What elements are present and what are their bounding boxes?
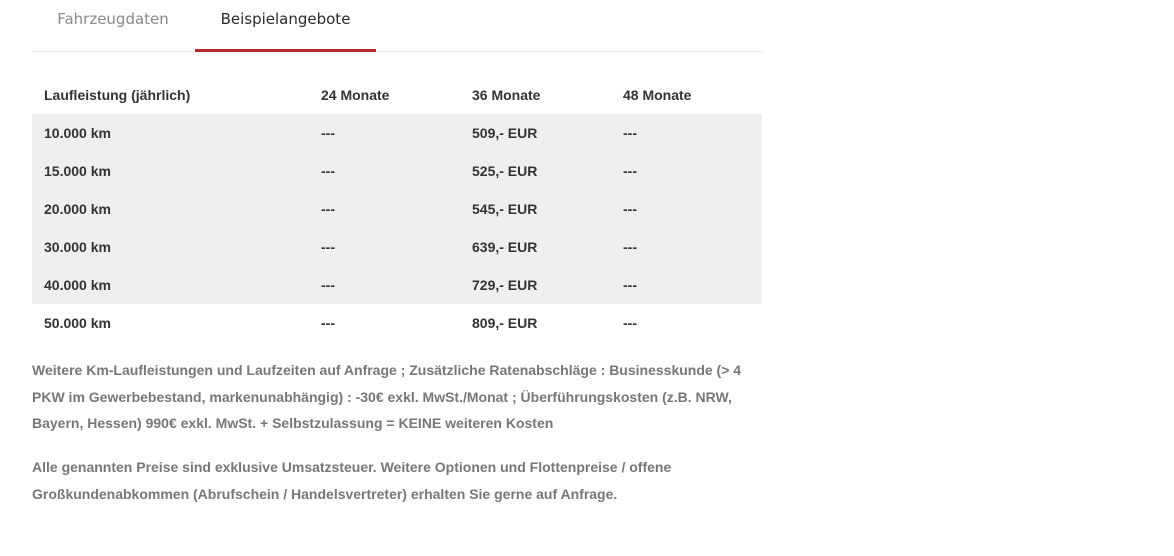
table-cell: --- [611,228,762,266]
tab-beispielangebote[interactable] [195,0,376,51]
table-row [32,304,762,342]
table-cell: 10.000 km [32,114,309,152]
table-row [32,114,762,152]
table-cell: --- [623,315,637,331]
table-row [32,152,762,190]
table-cell: --- [309,114,460,152]
active-tab-indicator [195,49,376,52]
table-cell: 50.000 km [44,315,111,331]
table-cell: 729,- EUR [460,266,611,304]
column-header: 24 Monate [321,87,390,103]
tab-bar [32,0,762,52]
table-header-row [32,76,762,114]
tab-fahrzeugdaten[interactable] [32,0,194,51]
table-cell: --- [611,152,762,190]
prices-disclaimer: Alle genannten Preise sind exklusive Umsatzsteuer. Weitere Optionen und Flottenpreise / offene Großkundenabkommen (Abrufschein / Handelsvertreter) erhalten Sie gerne auf Anfrage. [32,459,672,502]
table-cell: 20.000 km [32,190,309,228]
offers-table [32,76,762,342]
table-cell: 639,- EUR [460,228,611,266]
table-cell: 30.000 km [32,228,309,266]
table-row [32,266,762,304]
table-row [32,228,762,266]
table-cell: --- [321,315,335,331]
table-cell: --- [309,190,460,228]
table-cell: --- [611,114,762,152]
table-cell: --- [309,228,460,266]
column-header: 48 Monate [623,87,692,103]
table-row [32,190,762,228]
table-cell: 15.000 km [32,152,309,190]
table-cell: --- [611,266,762,304]
table-cell: --- [309,266,460,304]
tab-label: Fahrzeugdaten [57,10,169,28]
table-cell: 545,- EUR [460,190,611,228]
table-cell: 509,- EUR [460,114,611,152]
table-cell: 40.000 km [32,266,309,304]
offers-panel [32,0,762,502]
table-cell: --- [611,190,762,228]
column-header: 36 Monate [472,87,541,103]
table-cell: 809,- EUR [472,315,538,331]
table-cell: 525,- EUR [460,152,611,190]
conditions-note: Weitere Km-Laufleistungen und Laufzeiten auf Anfrage ; Zusätzliche Ratenabschläge : Businesskunde (> 4 PKW im Gewerbebestand, markenunabhängig) : -30€ exkl. MwSt./Monat ; Überführungskosten (z.B. NRW, Bayern, Hessen) 990€ exkl. MwSt. + Selbstzulassung = KEINE weiteren Kosten [32,362,742,431]
table-cell: --- [309,152,460,190]
column-header: Laufleistung (jährlich) [44,87,191,103]
tab-label: Beispielangebote [220,10,351,28]
